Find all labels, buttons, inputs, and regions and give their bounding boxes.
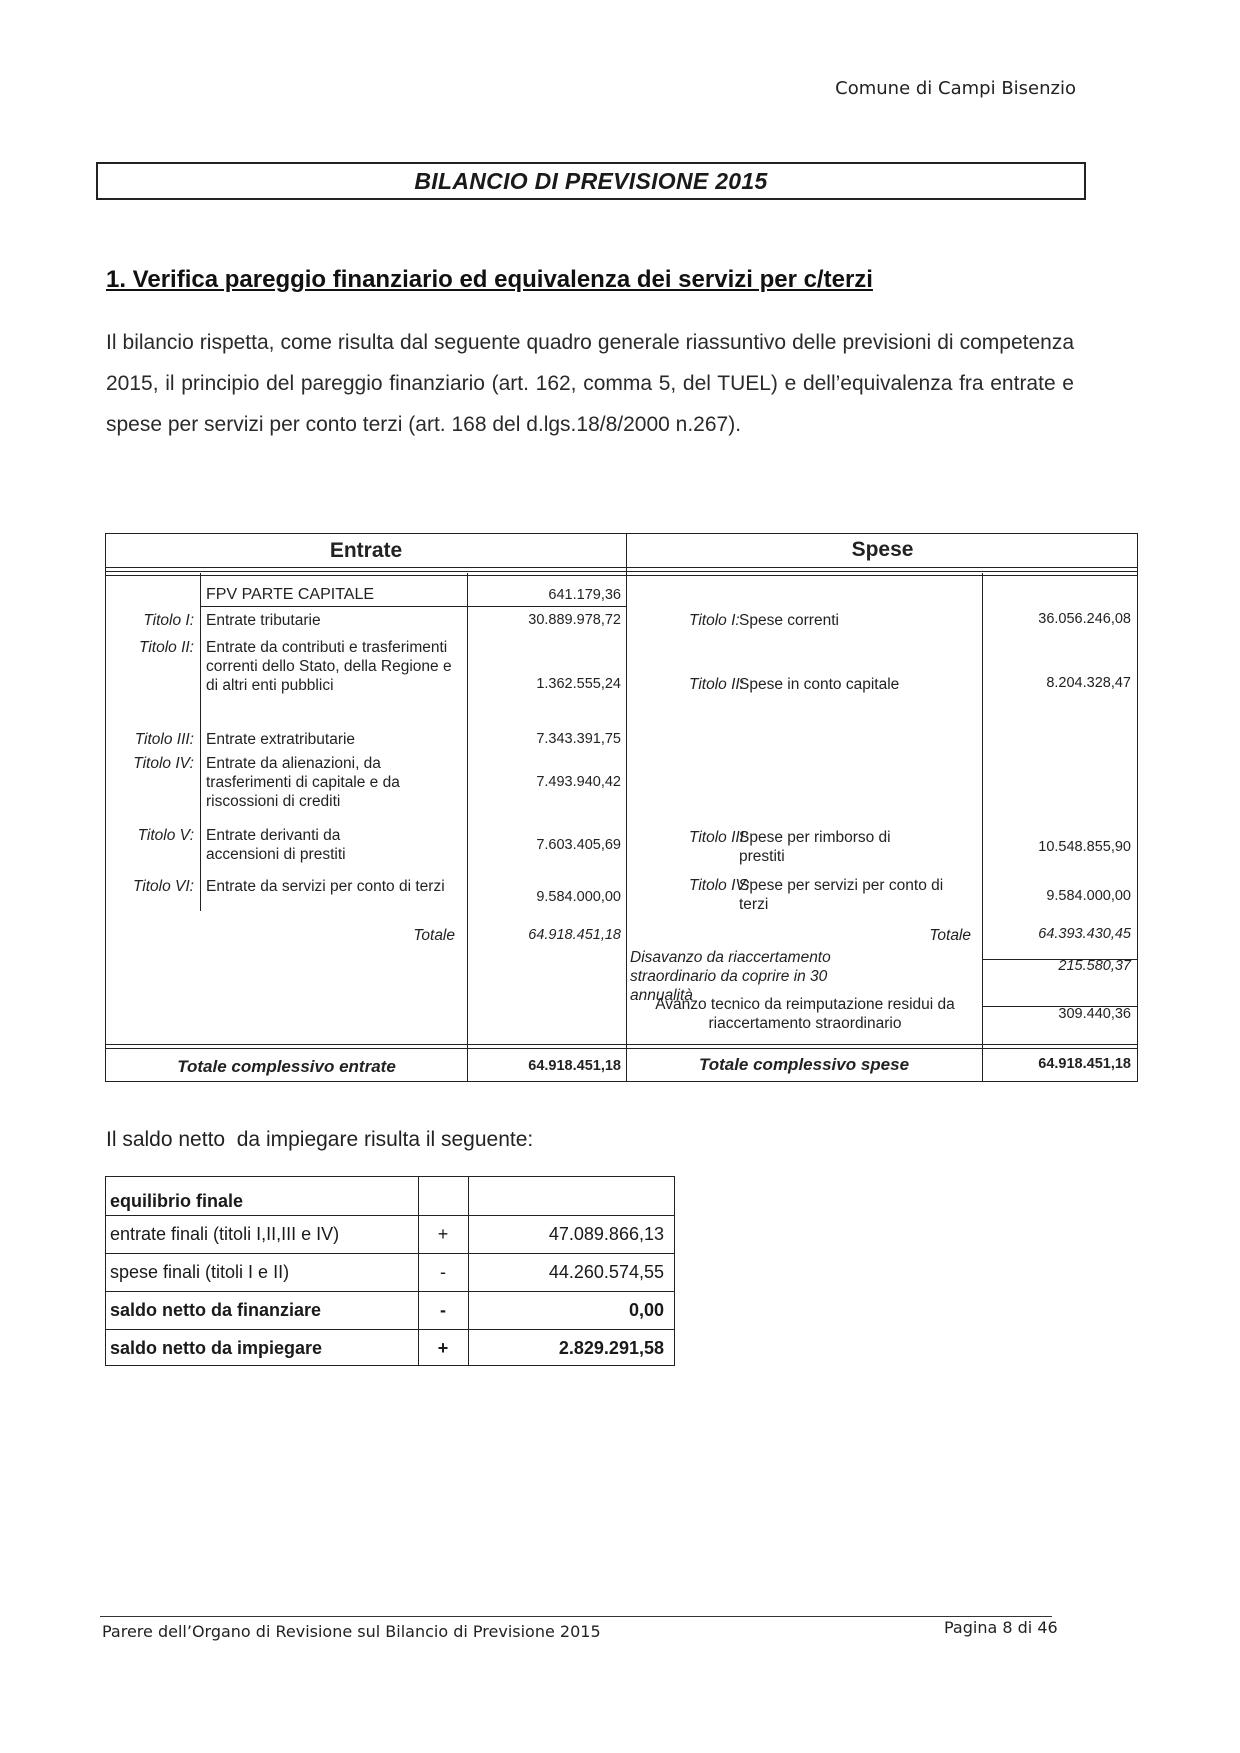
spese-totale-label: Totale <box>929 927 971 944</box>
spese-titolo-1: Titolo I: <box>689 612 740 629</box>
entrate-titolo-5: Titolo V: <box>137 827 194 844</box>
eq-row-sign: - <box>440 1300 446 1320</box>
eq-row-value: 0,00 <box>628 1300 664 1320</box>
avanzo-value: 309.440,36 <box>1058 1006 1131 1022</box>
tot-entrate-label: Totale complessivo entrate <box>177 1057 396 1076</box>
table-row <box>106 1291 674 1329</box>
entrate-value-1: 30.889.978,72 <box>528 612 621 628</box>
entrate-desc-1: Entrate tributarie <box>206 612 321 629</box>
spese-desc-4: Spese per servizi per conto di terzi <box>739 877 944 913</box>
equilibrio-title: equilibrio finale <box>110 1191 244 1211</box>
entrate-value-6: 9.584.000,00 <box>536 889 621 905</box>
table-row <box>106 1329 674 1367</box>
table-row <box>106 1253 674 1291</box>
eq-row-value: 44.260.574,55 <box>548 1262 664 1282</box>
entrate-totale-label: Totale <box>413 927 455 944</box>
spese-titolo-2: Titolo II: <box>689 676 744 693</box>
page-number: Pagina 8 di 46 <box>944 1618 1058 1637</box>
table-row <box>106 1215 674 1253</box>
budget-summary-table <box>105 533 1138 1082</box>
entrate-desc-6: Entrate da servizi per conto di terzi <box>206 878 445 895</box>
fpv-value: 641.179,36 <box>548 587 621 603</box>
entrate-value-2: 1.362.555,24 <box>536 676 621 692</box>
spese-desc-2: Spese in conto capitale <box>739 676 900 693</box>
saldo-intro: Il saldo netto da impiegare risulta il seguente: <box>106 1128 534 1151</box>
entrate-titolo-4: Titolo IV: <box>133 755 194 772</box>
spese-value-2: 8.204.328,47 <box>1046 675 1131 691</box>
disavanzo-value: 215.580,37 <box>1058 958 1131 974</box>
entrate-desc-5: Entrate derivanti da accensioni di prestiti <box>206 827 346 863</box>
tot-spese-label: Totale complessivo spese <box>698 1055 910 1074</box>
spese-value-3: 10.548.855,90 <box>1038 839 1131 855</box>
document-title-box <box>96 162 1086 200</box>
document-title: BILANCIO DI PREVISIONE 2015 <box>414 168 768 194</box>
entrate-value-4: 7.493.940,42 <box>536 774 621 790</box>
entrate-desc-3: Entrate extratributarie <box>206 731 356 748</box>
equilibrio-title-row <box>106 1177 674 1215</box>
entrate-totale-value: 64.918.451,18 <box>528 927 621 943</box>
eq-row-value: 2.829.291,58 <box>558 1338 664 1358</box>
entrate-titolo-1: Titolo I: <box>143 612 194 629</box>
spese-value-4: 9.584.000,00 <box>1046 888 1131 904</box>
fpv-label: FPV PARTE CAPITALE <box>206 586 375 603</box>
spese-header: Spese <box>851 538 914 561</box>
entrate-value-5: 7.603.405,69 <box>536 837 621 853</box>
tot-spese-value: 64.918.451,18 <box>1038 1056 1131 1072</box>
eq-row-label: saldo netto da finanziare <box>110 1300 322 1320</box>
spese-desc-1: Spese correnti <box>739 612 839 629</box>
disavanzo-label: Disavanzo da riaccertamento straordinario da coprire in 30 annualità <box>630 949 831 1004</box>
entrate-desc-2: Entrate da contributi e trasferimenti correnti dello Stato, della Regione e di altri enti pubblici <box>206 639 452 694</box>
footer-document-title: Parere dell’Organo di Revisione sul Bilancio di Previsione 2015 <box>102 1622 601 1641</box>
municipality-name: Comune di Campi Bisenzio <box>835 78 1076 99</box>
entrate-header: Entrate <box>329 539 403 562</box>
intro-paragraph: Il bilancio rispetta, come risulta dal seguente quadro generale riassuntivo delle previsioni di competenza 2015, il principio del pareggio finanziario (art. 162, comma 5, del TUEL) e dell’equivalenza fra entrate e spese per servizi per conto terzi (art. 168 del d.lgs.18/8/2000 n.267). <box>106 331 1074 436</box>
spese-desc-3: Spese per rimborso di prestiti <box>739 829 891 865</box>
avanzo-label: Avanzo tecnico da reimputazione residui da riaccertamento straordinario <box>655 996 955 1032</box>
entrate-value-3: 7.343.391,75 <box>536 731 621 747</box>
eq-row-label: entrate finali (titoli I,II,III e IV) <box>110 1224 340 1244</box>
entrate-titolo-6: Titolo VI: <box>132 878 194 895</box>
eq-row-label: saldo netto da impiegare <box>110 1338 323 1358</box>
entrate-desc-4: Entrate da alienazioni, da trasferimenti di capitale e da riscossioni di crediti <box>206 755 400 810</box>
tot-entrate-value: 64.918.451,18 <box>528 1058 621 1074</box>
spese-titolo-4: Titolo IV: <box>689 877 750 894</box>
eq-row-sign: + <box>437 1338 449 1358</box>
eq-row-sign: + <box>437 1224 449 1244</box>
equilibrio-table <box>105 1176 675 1366</box>
footer-divider <box>100 1616 1052 1617</box>
eq-row-value: 47.089.866,13 <box>548 1224 664 1244</box>
section-heading: 1. Verifica pareggio finanziario ed equivalenza dei servizi per c/terzi <box>106 266 873 293</box>
entrate-titolo-3: Titolo III: <box>134 731 194 748</box>
spese-totale-value: 64.393.430,45 <box>1038 926 1131 942</box>
spese-value-1: 36.056.246,08 <box>1038 611 1131 627</box>
entrate-titolo-2: Titolo II: <box>139 639 194 656</box>
spese-titolo-3: Titolo III: <box>689 829 749 846</box>
eq-row-label: spese finali (titoli I e II) <box>110 1262 290 1282</box>
eq-row-sign: - <box>440 1262 446 1282</box>
